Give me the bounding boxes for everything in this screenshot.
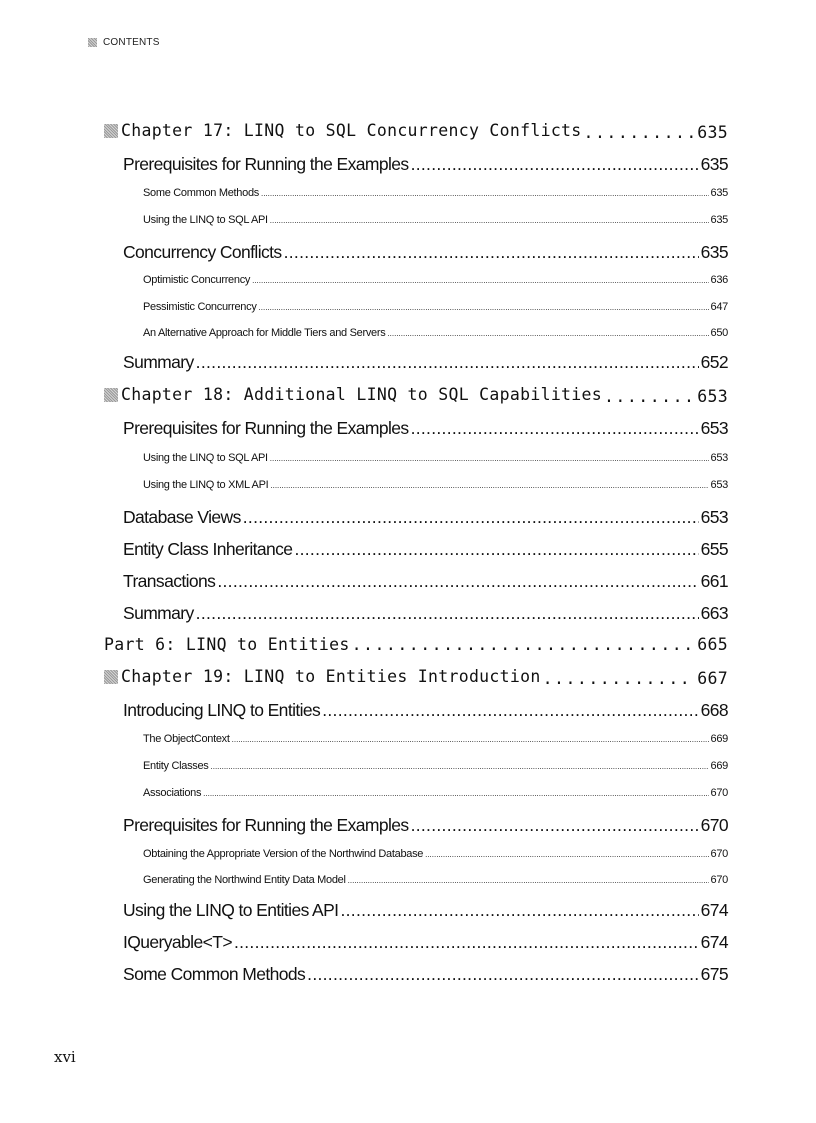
- running-header-label: CONTENTS: [103, 37, 160, 48]
- dot-leader: [232, 735, 709, 744]
- toc-title: Part 6: LINQ to Entities: [104, 635, 350, 654]
- toc-title: Generating the Northwind Entity Data Model: [143, 874, 346, 886]
- toc-title: Pessimistic Concurrency: [143, 301, 257, 313]
- toc-entry-section[interactable]: [123, 815, 728, 837]
- running-header: [88, 37, 160, 48]
- toc-entry-section[interactable]: [123, 154, 728, 176]
- square-bullet-icon: [88, 38, 97, 47]
- toc-entry-subsection[interactable]: [143, 760, 728, 774]
- toc-title: Introducing LINQ to Entities: [123, 700, 321, 720]
- toc-title: Optimistic Concurrency: [143, 274, 251, 286]
- toc-entry-chapter[interactable]: [104, 667, 728, 689]
- toc-entry-subsection[interactable]: [143, 733, 728, 747]
- toc-page: 670: [710, 874, 728, 886]
- dot-leader: [211, 762, 709, 771]
- dot-leader: [340, 900, 698, 921]
- toc-page: 668: [700, 700, 728, 720]
- chapter-bullet-icon: [104, 670, 118, 684]
- toc-title: Using the LINQ to SQL API: [143, 214, 268, 226]
- toc-page: 674: [700, 932, 728, 952]
- dot-leader: [259, 303, 709, 312]
- toc-entry-section[interactable]: [123, 603, 728, 625]
- toc-title: Chapter 18: Additional LINQ to SQL Capabilities: [121, 385, 602, 404]
- toc-title: Prerequisites for Running the Examples: [123, 815, 409, 835]
- toc-page: 670: [700, 815, 728, 835]
- toc-title: Chapter 17: LINQ to SQL Concurrency Conflicts: [121, 121, 582, 140]
- toc-page: 663: [700, 603, 728, 623]
- dot-leader: [217, 571, 698, 592]
- toc-entry-section[interactable]: [123, 352, 728, 374]
- toc-entry-section[interactable]: [123, 507, 728, 529]
- dot-leader: [348, 876, 709, 885]
- toc-title: Entity Class Inheritance: [123, 539, 293, 559]
- toc-title: Some Common Methods: [123, 964, 306, 984]
- dot-leader: [284, 242, 699, 263]
- toc-page: 670: [710, 848, 728, 860]
- toc-title: Chapter 19: LINQ to Entities Introduction: [121, 667, 541, 686]
- dot-leader: [261, 189, 709, 198]
- dot-leader: [294, 539, 698, 560]
- toc-title: The ObjectContext: [143, 733, 230, 745]
- dot-leader: [387, 329, 708, 338]
- toc-page: 655: [700, 539, 728, 559]
- toc-entry-section[interactable]: [123, 932, 728, 954]
- chapter-bullet-icon: [104, 388, 118, 402]
- dot-leader: [203, 789, 708, 798]
- toc-title: Using the LINQ to XML API: [143, 479, 269, 491]
- toc-page: 635: [697, 122, 728, 142]
- toc-entry-section[interactable]: [123, 418, 728, 440]
- toc-entry-section[interactable]: [123, 700, 728, 722]
- dot-leader: [352, 635, 696, 654]
- dot-leader: [543, 669, 696, 688]
- page-number: xvi: [54, 1048, 76, 1066]
- toc-title: Associations: [143, 787, 202, 799]
- toc-page: 675: [700, 964, 728, 984]
- toc-page: 674: [700, 900, 728, 920]
- toc-page: 635: [710, 187, 728, 199]
- toc-page: 635: [710, 214, 728, 226]
- dot-leader: [234, 932, 699, 953]
- toc-page: 647: [710, 301, 728, 313]
- toc-entry-section[interactable]: [123, 539, 728, 561]
- toc-entry-part[interactable]: [104, 635, 728, 657]
- toc-entry-subsection[interactable]: [143, 274, 728, 288]
- toc-page: 635: [700, 154, 728, 174]
- toc-entry-subsection[interactable]: [143, 479, 728, 493]
- toc-entry-subsection[interactable]: [143, 848, 728, 862]
- toc-entry-section[interactable]: [123, 964, 728, 986]
- toc-page: 669: [710, 760, 728, 772]
- toc-page: 635: [700, 242, 728, 262]
- dot-leader: [252, 276, 708, 285]
- toc-title: Using the LINQ to SQL API: [143, 452, 268, 464]
- toc-title: Some Common Methods: [143, 187, 259, 199]
- toc-page: 653: [700, 507, 728, 527]
- toc-page: 669: [710, 733, 728, 745]
- toc-page: 661: [700, 571, 728, 591]
- dot-leader: [604, 387, 695, 406]
- toc-page: 652: [700, 352, 728, 372]
- toc-title: Transactions: [123, 571, 216, 591]
- toc-page: 653: [710, 479, 728, 491]
- dot-leader: [196, 352, 699, 373]
- toc-title: Concurrency Conflicts: [123, 242, 282, 262]
- toc-page: 653: [710, 452, 728, 464]
- dot-leader: [584, 123, 696, 142]
- dot-leader: [243, 507, 699, 528]
- toc-title: IQueryable<T>: [123, 932, 232, 952]
- toc-page: 650: [710, 327, 728, 339]
- toc-entry-chapter[interactable]: [104, 121, 728, 143]
- dot-leader: [411, 418, 699, 439]
- toc-title: Entity Classes: [143, 760, 209, 772]
- toc-page: 653: [697, 386, 728, 406]
- dot-leader: [196, 603, 699, 624]
- dot-leader: [270, 481, 708, 490]
- toc-entry-subsection[interactable]: [143, 301, 728, 315]
- toc-entry-subsection[interactable]: [143, 787, 728, 801]
- toc-page: 665: [697, 635, 728, 654]
- dot-leader: [411, 815, 699, 836]
- toc-entry-subsection[interactable]: [143, 214, 728, 228]
- toc-title: An Alternative Approach for Middle Tiers and Servers: [143, 327, 386, 339]
- dot-leader: [307, 964, 698, 985]
- toc-page: 667: [697, 668, 728, 688]
- toc-entry-chapter[interactable]: [104, 385, 728, 407]
- dot-leader: [270, 454, 709, 463]
- toc-entry-subsection[interactable]: [143, 452, 728, 466]
- toc-entry-section[interactable]: [123, 900, 728, 922]
- toc-page: 670: [710, 787, 728, 799]
- toc-entry-section[interactable]: [123, 242, 728, 264]
- dot-leader: [425, 850, 708, 859]
- toc-page: 636: [710, 274, 728, 286]
- toc-title: Summary: [123, 603, 194, 623]
- toc-title: Database Views: [123, 507, 241, 527]
- toc-entry-subsection[interactable]: [143, 187, 728, 201]
- toc-title: Prerequisites for Running the Examples: [123, 418, 409, 438]
- toc-entry-section[interactable]: [123, 571, 728, 593]
- dot-leader: [411, 154, 699, 175]
- toc-page: 653: [700, 418, 728, 438]
- toc-title: Summary: [123, 352, 194, 372]
- toc-title: Using the LINQ to Entities API: [123, 900, 339, 920]
- chapter-bullet-icon: [104, 124, 118, 138]
- toc-title: Prerequisites for Running the Examples: [123, 154, 409, 174]
- dot-leader: [270, 216, 709, 225]
- toc-entry-subsection[interactable]: [143, 327, 728, 341]
- toc-entry-subsection[interactable]: [143, 874, 728, 888]
- toc-title: Obtaining the Appropriate Version of the Northwind Database: [143, 848, 424, 860]
- dot-leader: [322, 700, 698, 721]
